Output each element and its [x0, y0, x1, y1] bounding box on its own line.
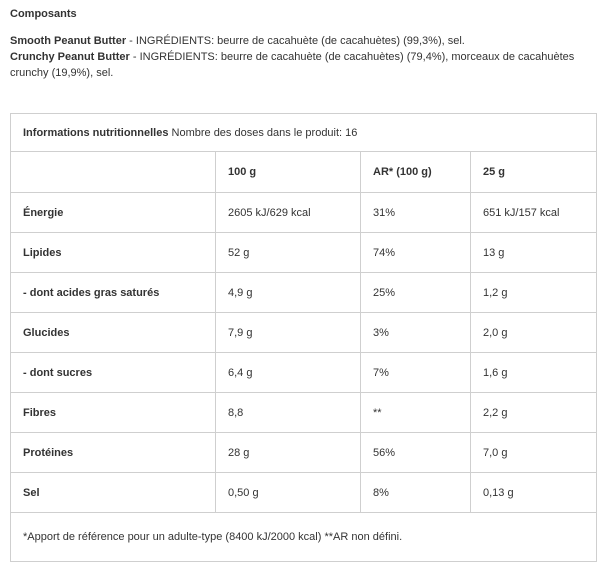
value-ar: 7% [361, 353, 471, 393]
crunchy-ingredients [10, 49, 590, 81]
table-row [11, 313, 597, 353]
value-ar: 8% [361, 473, 471, 513]
column-header-row [11, 152, 597, 193]
crunchy-product-name: Crunchy Peanut Butter [10, 51, 130, 63]
nutrient-label: Protéines [11, 433, 216, 473]
table-row [11, 393, 597, 433]
value-ar: ** [361, 393, 471, 433]
nutrient-label: Glucides [11, 313, 216, 353]
crunchy-ingredients-text: - INGRÉDIENTS: beurre de cacahuète (de cacahuètes) (79,4%), morceaux de cacahuètes crunchy (19,9%), sel. [10, 51, 575, 79]
table-row [11, 233, 597, 273]
nutrient-label: Énergie [11, 193, 216, 233]
nutrition-table [10, 113, 597, 562]
value-ar: 31% [361, 193, 471, 233]
value-100g: 6,4 g [216, 353, 361, 393]
column-header-ar: AR* (100 g) [361, 152, 471, 193]
table-row [11, 193, 597, 233]
table-row [11, 273, 597, 313]
value-100g: 4,9 g [216, 273, 361, 313]
column-header-100g: 100 g [216, 152, 361, 193]
value-25g: 651 kJ/157 kcal [471, 193, 597, 233]
nutrition-info-label: Informations nutritionnelles [23, 126, 169, 139]
value-25g: 0,13 g [471, 473, 597, 513]
footnote: *Apport de référence pour un adulte-type (8400 kJ/2000 kcal) **AR non défini. [11, 513, 597, 562]
value-100g: 52 g [216, 233, 361, 273]
nutrient-label: - dont sucres [11, 353, 216, 393]
value-ar: 25% [361, 273, 471, 313]
servings-count-text: Nombre des doses dans le produit: 16 [168, 126, 358, 139]
smooth-product-name: Smooth Peanut Butter [10, 35, 127, 47]
value-ar: 56% [361, 433, 471, 473]
value-25g: 13 g [471, 233, 597, 273]
value-ar: 3% [361, 313, 471, 353]
value-25g: 7,0 g [471, 433, 597, 473]
nutrient-label: Fibres [11, 393, 216, 433]
value-100g: 0,50 g [216, 473, 361, 513]
value-25g: 2,2 g [471, 393, 597, 433]
nutrition-info-row [11, 114, 597, 152]
footnote-row [11, 513, 597, 562]
smooth-ingredients [10, 33, 590, 49]
column-header [11, 152, 216, 193]
smooth-ingredients-text: - INGRÉDIENTS: beurre de cacahuète (de cacahuètes) (99,3%), sel. [126, 35, 465, 47]
nutrient-label: Sel [11, 473, 216, 513]
value-100g: 2605 kJ/629 kcal [216, 193, 361, 233]
composants-heading: Composants [10, 8, 77, 20]
value-100g: 7,9 g [216, 313, 361, 353]
nutrition-info-cell [11, 114, 597, 152]
value-100g: 8,8 [216, 393, 361, 433]
column-header-25g: 25 g [471, 152, 597, 193]
table-row [11, 473, 597, 513]
composants-section [10, 6, 590, 81]
table-row [11, 353, 597, 393]
value-ar: 74% [361, 233, 471, 273]
value-25g: 1,6 g [471, 353, 597, 393]
nutrient-label: - dont acides gras saturés [11, 273, 216, 313]
nutrient-label: Lipides [11, 233, 216, 273]
value-25g: 1,2 g [471, 273, 597, 313]
value-100g: 28 g [216, 433, 361, 473]
value-25g: 2,0 g [471, 313, 597, 353]
table-row [11, 433, 597, 473]
